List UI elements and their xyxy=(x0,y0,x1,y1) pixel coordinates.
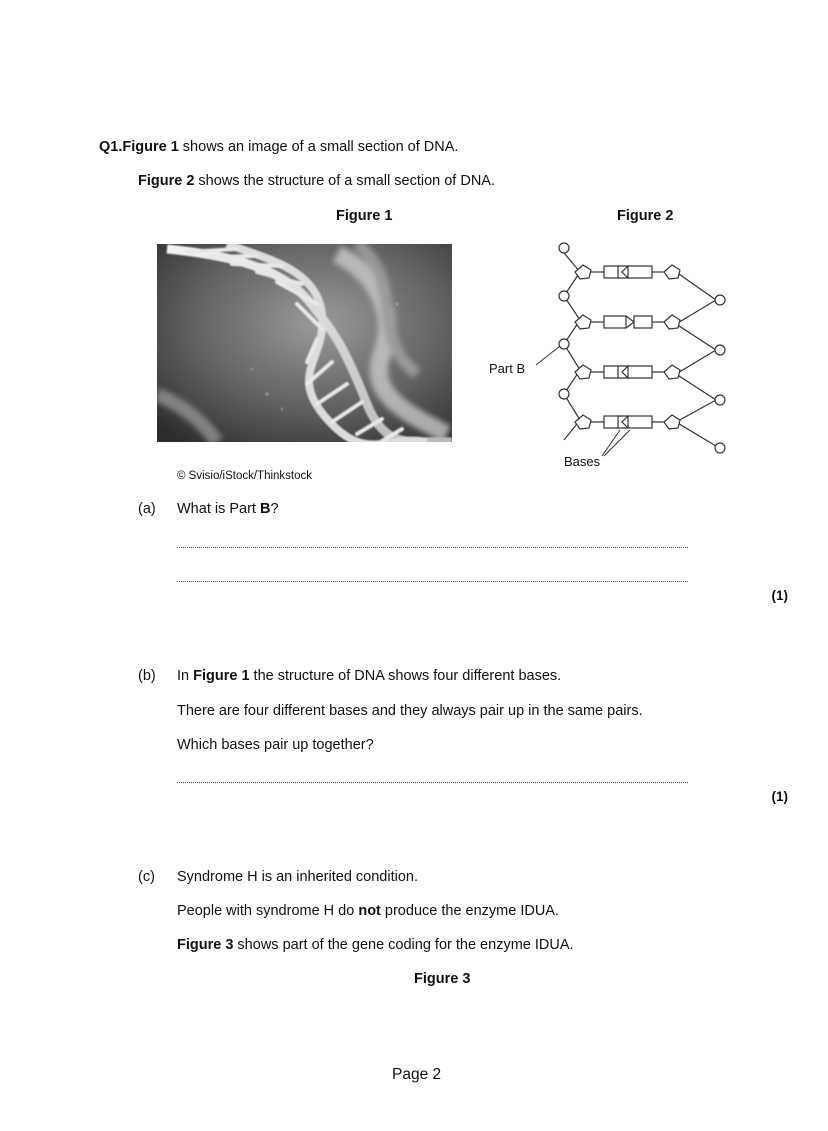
marks-badge: (1) xyxy=(771,588,788,603)
figure-ref: Figure 2 xyxy=(138,173,195,189)
part-c-line2: People with syndrome H do not produce the enzyme IDUA. xyxy=(177,903,560,919)
figure1-title: Figure 1 xyxy=(336,208,393,224)
dna-photo xyxy=(157,244,452,442)
figure-ref: Figure 1 xyxy=(122,139,179,155)
figure3-title: Figure 3 xyxy=(414,971,471,987)
question-number: Q1. xyxy=(99,139,123,155)
part-b-label: Part B xyxy=(489,361,526,376)
image-credit: © Svisio/iStock/Thinkstock xyxy=(177,470,313,482)
part-a-question: What is Part B? xyxy=(177,501,279,517)
part-c-line1: Syndrome H is an inherited condition. xyxy=(177,869,418,885)
figure2-title: Figure 2 xyxy=(617,208,674,224)
page-number: Page 2 xyxy=(392,1066,442,1083)
part-c-label: (c) xyxy=(138,869,155,885)
part-b-question: Which bases pair up together? xyxy=(177,737,374,753)
part-b-label: (b) xyxy=(138,668,156,684)
answer-line[interactable] xyxy=(177,782,688,783)
question-text: shows an image of a small section of DNA. xyxy=(178,139,459,155)
bases-label: Bases xyxy=(564,454,601,469)
marks-badge: (1) xyxy=(771,789,788,804)
answer-line[interactable] xyxy=(177,581,688,582)
question-text: shows the structure of a small section of DNA. xyxy=(194,173,495,189)
part-c-line3: Figure 3 shows part of the gene coding for the enzyme IDUA. xyxy=(177,937,574,953)
question-intro xyxy=(99,139,458,155)
part-a-label: (a) xyxy=(138,501,156,517)
answer-line[interactable] xyxy=(177,547,688,548)
dna-structure-diagram xyxy=(480,232,740,472)
part-b-line1: In Figure 1 the structure of DNA shows four different bases. xyxy=(177,668,562,684)
part-b-line2: There are four different bases and they always pair up in the same pairs. xyxy=(177,703,643,719)
figure2-intro xyxy=(138,173,495,189)
